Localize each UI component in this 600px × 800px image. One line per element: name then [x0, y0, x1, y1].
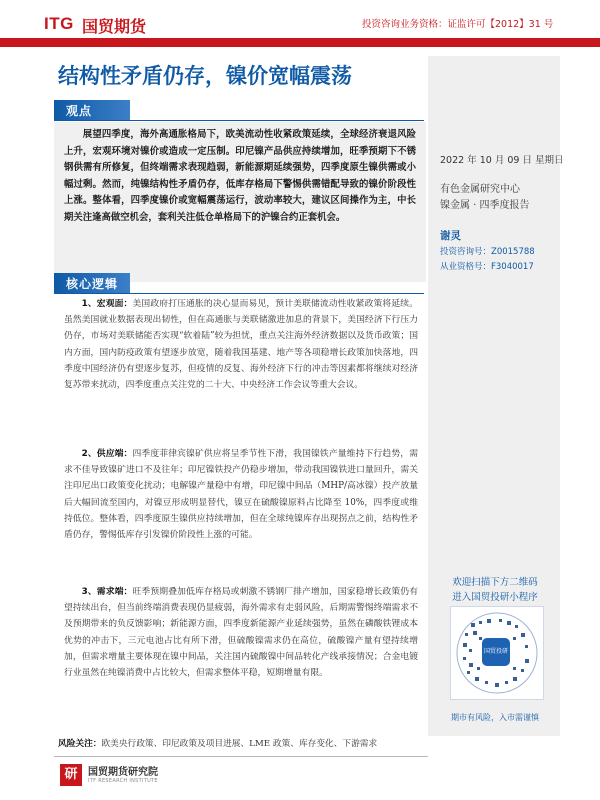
- header-rule: [0, 38, 600, 47]
- scan-prompt-line1: 欢迎扫描下方二维码: [452, 577, 538, 588]
- logic-tag: [54, 273, 130, 293]
- supply-label: 2、供应端：: [81, 449, 133, 459]
- macro-label: 1、宏观面：: [81, 299, 133, 309]
- viewpoint-text: 展望四季度，海外高通胀格局下，欧美流动性收紧政策延续，全球经济衰退风险上升，宏观环境对镍价或造成一定压制。印尼镍产品供应持续增加，旺季预期下不锈钢供需有所修复，但终端需求表现趋弱，新能源期延续强势，四季度原生镍供需或小幅过剩。然而，纯镍结构性矛盾仍存，低库存格局下警惕供需错配导致的镍价阶段性上涨。整体看，四季度镍价或宽幅震荡运行，波动率较大，建议区间操作为主，中长期关注逢高做空机会，套利关注低仓单格局下的沪镍合约正套机会。: [64, 129, 416, 223]
- viewpoint-heading: 观点: [66, 104, 93, 118]
- institute-logo-icon: 研: [60, 764, 82, 786]
- institute-name-en: ITF RESEARCH INSTITUTE: [88, 778, 158, 784]
- logo-itg: ITG: [44, 14, 74, 33]
- research-center: 有色金属研究中心: [440, 184, 520, 195]
- scan-prompt-line2: 进入国贸投研小程序: [452, 592, 538, 603]
- supply-paragraph: [64, 446, 418, 543]
- license-note: 投资咨询业务资格：证监许可【2012】31 号: [362, 19, 554, 30]
- report-type: 镍金属 · 四季度报告: [440, 200, 530, 211]
- risk-text: 欧美央行政策、印尼政策及项目进展、LME 政策、库存变化、下游需求: [101, 739, 378, 749]
- logo-company-name: 国贸期货: [82, 17, 147, 36]
- qr-center-badge: 国贸投研: [482, 638, 510, 666]
- macro-paragraph: [64, 296, 418, 393]
- supply-text: 四季度菲律宾镍矿供应将呈季节性下滑，我国镍铁产量维持下行趋势，需求不佳导致镍矿进口不及往年；印尼镍铁投产仍稳步增加，带动我国镍铁进口量回升，需关注印尼出口政策变化扰动；电解镍产量稳中有增，印尼镍中间品（MHP/高冰镍）投产放量后大幅回流至国内，对镍豆形成明显替代，镍豆在硫酸镍原料占比降至 10%，四季度或维持低位。整体看，四季度原生镍供应持续增加，但在全球纯镍库存出现拐点之前，结构性矛盾仍存，警惕低库存引发镍价阶段性上涨的可能。: [64, 449, 418, 541]
- viewpoint-tag: [54, 100, 130, 120]
- viewpoint-box: [54, 122, 426, 282]
- institute-name: 国贸期货研究院: [88, 767, 158, 778]
- report-title: 结构性矛盾仍存，镍价宽幅震荡: [58, 64, 352, 88]
- footer-rule: [54, 756, 428, 757]
- risk-label: 风险关注：: [58, 739, 102, 749]
- macro-text: 美国政府打压通胀的决心显而易见，预计美联储流动性收紧政策将延续。虽然美国就业数据表现出韧性，但在高通胀与美联储激进加息的背景下，美国经济下行压力仍存，市场对美联储能否实现“软着陆”较为担忧，重点关注海外经济数据以及货币政策；国内方面，国内防疫政策有望逐步放宽，随着我国基建、地产等各项稳增长政策加快落地，四季度中国经济仍有望逐步复苏，但疫情的反复、海外经济下行的冲击等因素都将继续对经济复苏带来扰动，四季度重点关注党的二十大、中央经济工作会议等重大会议。: [64, 299, 418, 391]
- viewpoint-header: [54, 100, 424, 121]
- demand-text: 旺季预期叠加低库存格局或刺激不锈钢厂排产增加，国家稳增长政策仍有望持续出台，但当前终端消费表现仍显疲弱，海外需求有走弱风险，后期需警惕终端需求不及预期带来的负反馈影响；新能源方面，四季度新能源产业延续强势，虽然在磷酸铁锂成本优势的冲击下，三元电池占比有所下滑，但硫酸镍需求仍在高位，硫酸镍产量有望持续增加，但需求增量主要体现在镍中间品，关注国内硫酸镍中间品转化产线承接情况；合金电镀行业虽然在纯镍消费中占比较大，但需求整体平稳，短期增量有限。: [64, 587, 418, 679]
- author-name: 谢灵: [440, 230, 461, 242]
- demand-label: 3、需求端：: [81, 587, 133, 597]
- report-date: 2022 年 10 月 09 日 星期日: [440, 155, 564, 166]
- risk-line: [58, 737, 424, 749]
- qualification-number: 从业资格号：F3040017: [440, 262, 534, 272]
- risk-warning: 期市有风险，入市需谨慎: [451, 713, 539, 722]
- advisory-number: 投资咨询号：Z0015788: [440, 247, 535, 257]
- logic-heading: 核心逻辑: [66, 277, 119, 291]
- logic-header: [54, 273, 424, 294]
- demand-paragraph: [64, 584, 418, 681]
